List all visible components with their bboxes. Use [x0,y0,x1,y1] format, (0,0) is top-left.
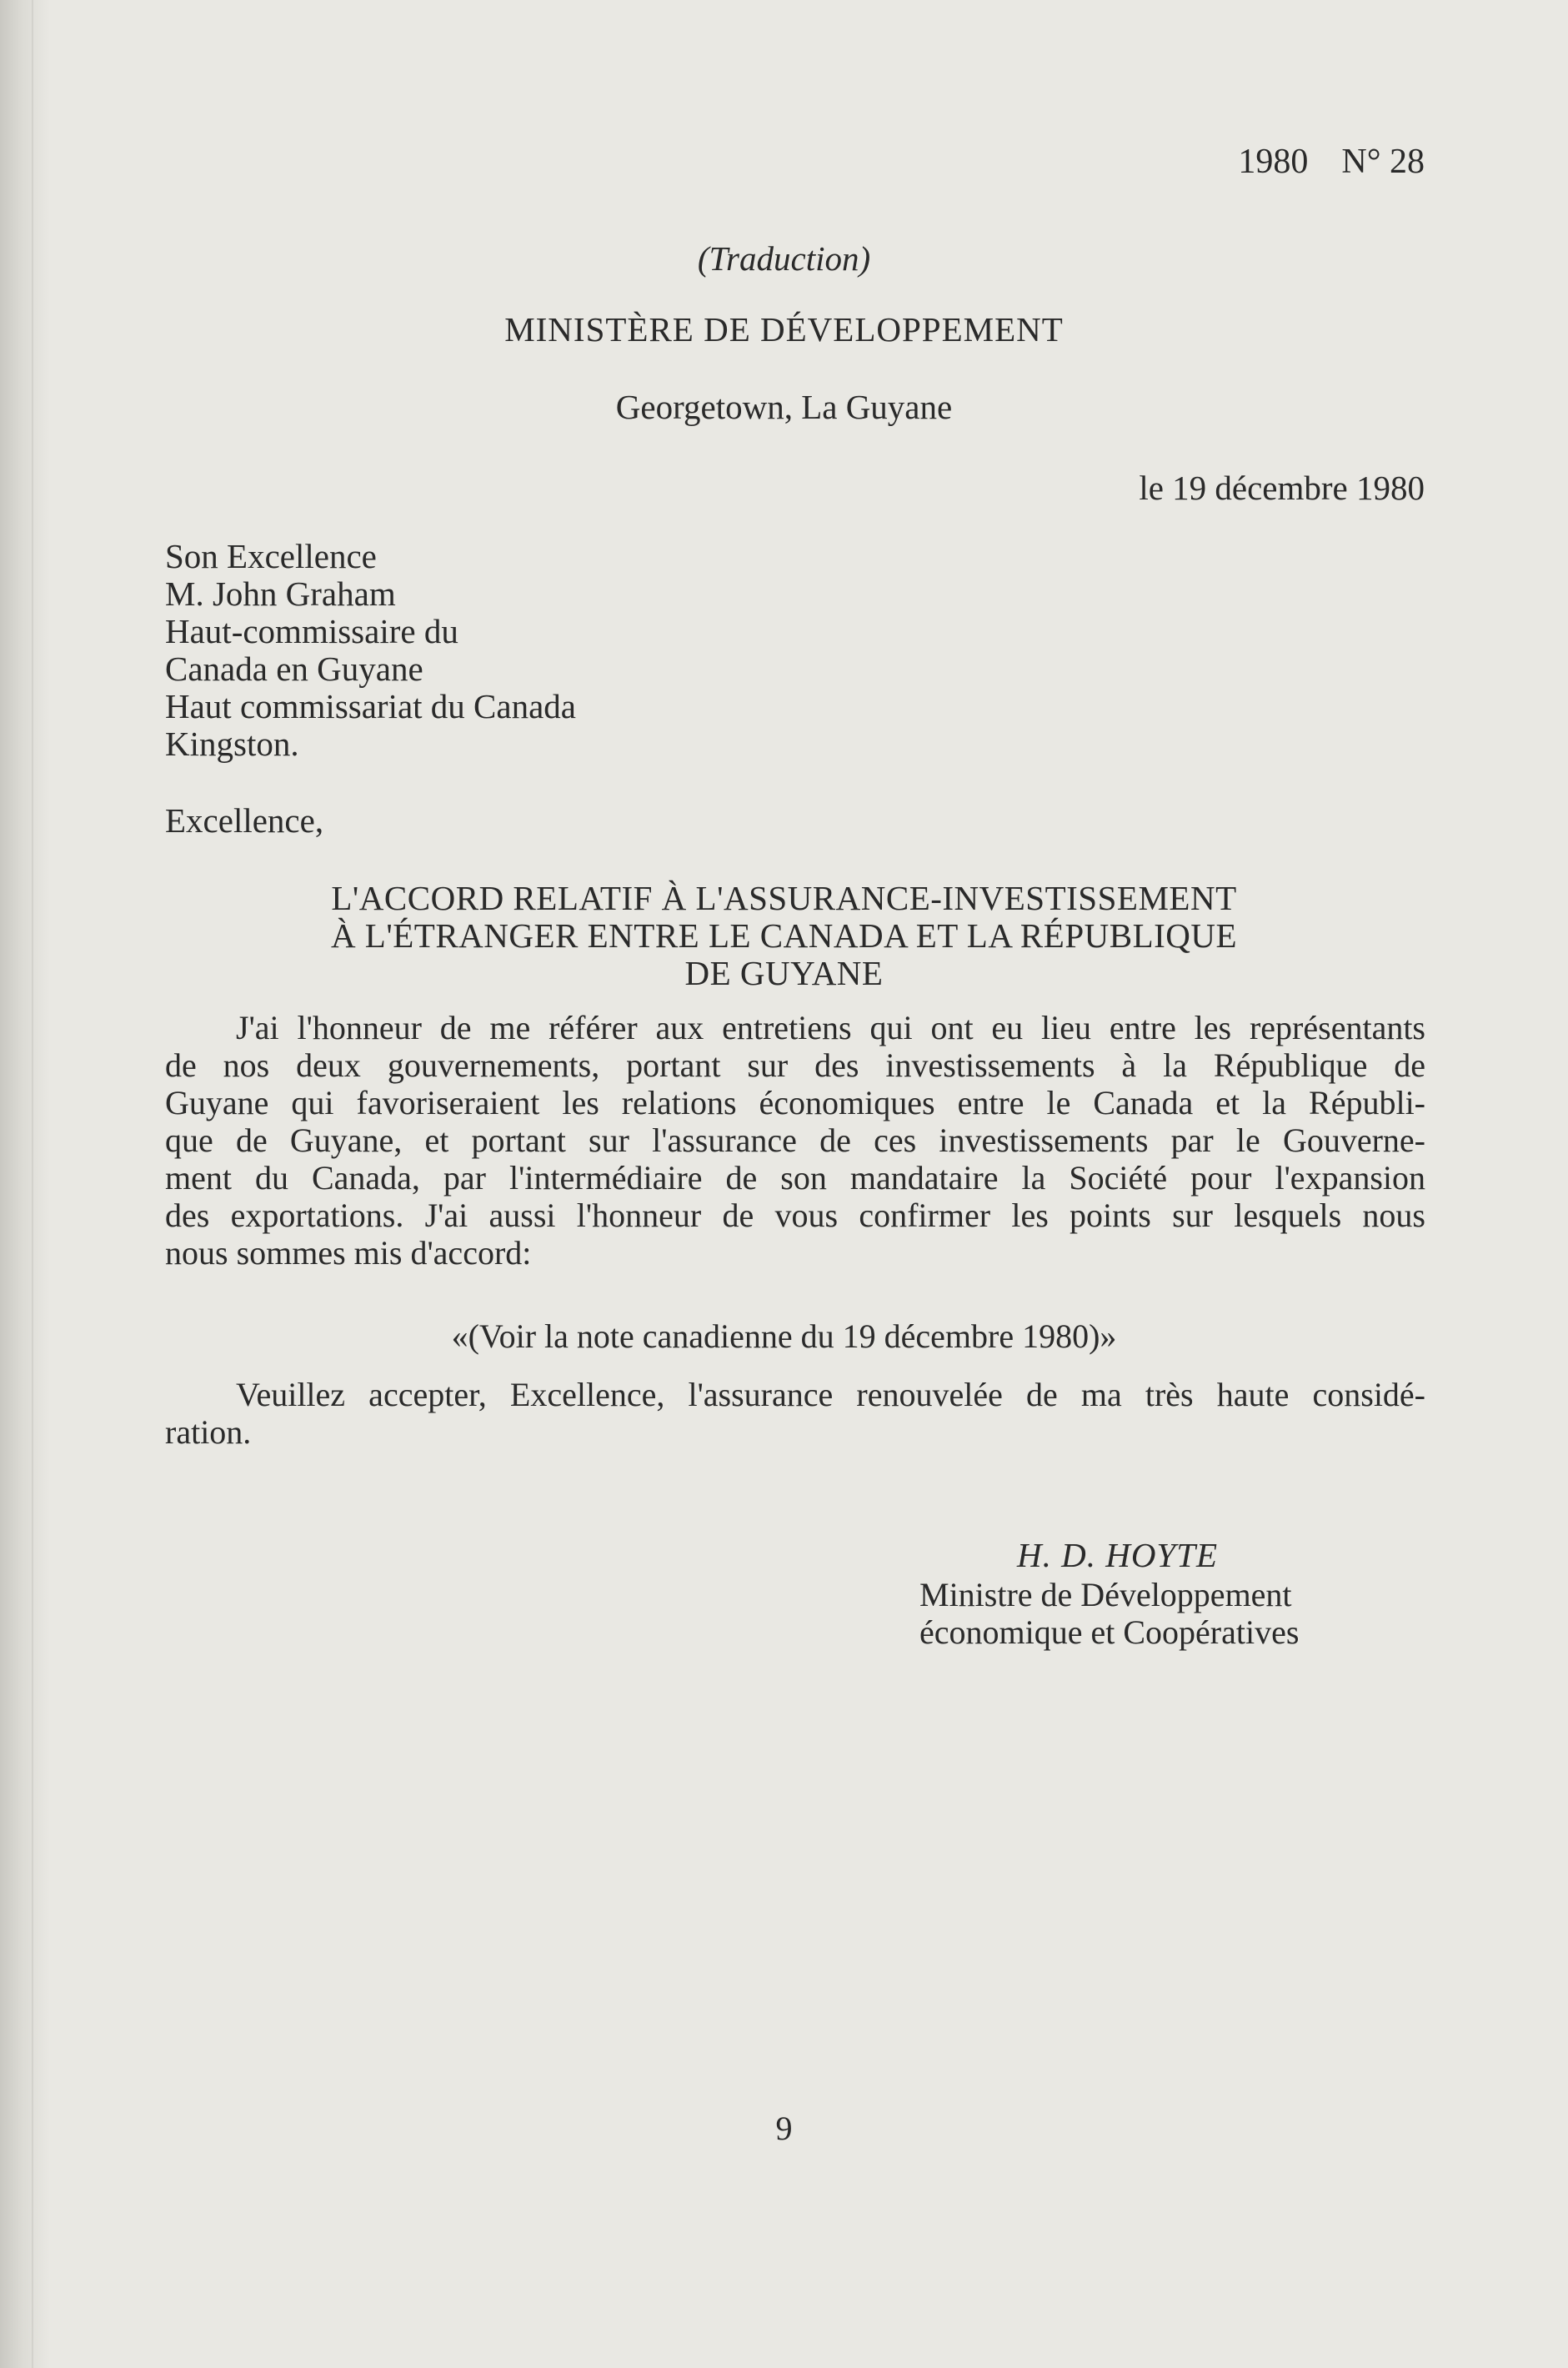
addressee-line: Canada en Guyane [165,650,423,688]
closing-line: Veuillez accepter, Excellence, l'assurance renouvelée de ma très haute considé- [236,1376,1425,1413]
document-no: N° 28 [1341,143,1425,181]
heading-line: À L'ÉTRANGER ENTRE LE CANADA ET LA RÉPUBLIQUE [330,916,1238,955]
translation-note: (Traduction) [697,239,871,278]
page-number: 9 [775,2110,793,2147]
agreement-heading [0,880,1568,992]
closing-line: ration. [165,1413,252,1451]
heading-line: DE GUYANE [684,954,884,992]
body-line: que de Guyane, et portant sur l'assurance de ces investissements par le Gouverne- [165,1121,1425,1159]
letter-date: le 19 décembre 1980 [1139,469,1425,507]
body-line: ment du Canada, par l'intermédiaire de son mandataire la Société pour l'expansion [165,1159,1425,1197]
addressee-block [165,538,576,763]
document-year: 1980 [1238,143,1309,181]
body-line: J'ai l'honneur de me référer aux entretiens qui ont eu lieu entre les représentants [236,1009,1425,1046]
heading-line: L'ACCORD RELATIF À L'ASSURANCE-INVESTISSEMENT [331,879,1237,917]
body-line: Guyane qui favoriseraient les relations économiques entre le Canada et la Républi- [165,1084,1425,1121]
addressee-line: Kingston. [165,725,299,763]
body-line: des exportations. J'ai aussi l'honneur de vous confirmer les points sur lesquels nous [165,1197,1425,1234]
signatory-title-line: économique et Coopératives [919,1613,1300,1651]
salutation: Excellence, [165,801,324,840]
body-line: de nos deux gouvernements, portant sur des investissements à la République de [165,1046,1425,1084]
addressee-line: Son Excellence [165,537,377,575]
closing-paragraph [165,1376,1425,1451]
document-number [1238,143,1425,181]
body-paragraph [165,1009,1425,1272]
addressee-line: M. John Graham [165,574,396,613]
signatory-title-line: Ministre de Développement [919,1576,1292,1613]
signatory-name: H. D. HOYTE [1017,1536,1219,1574]
addressee-line: Haut commissariat du Canada [165,687,577,725]
quoted-reference: «(Voir la note canadienne du 19 décembre 1980)» [451,1317,1117,1355]
addressee-line: Haut-commissaire du [165,612,458,650]
ministry-name: MINISTÈRE DE DÉVELOPPEMENT [504,310,1064,349]
body-line: nous sommes mis d'accord: [165,1234,532,1272]
signatory-title [919,1576,1299,1651]
letter-place: Georgetown, La Guyane [615,388,953,426]
